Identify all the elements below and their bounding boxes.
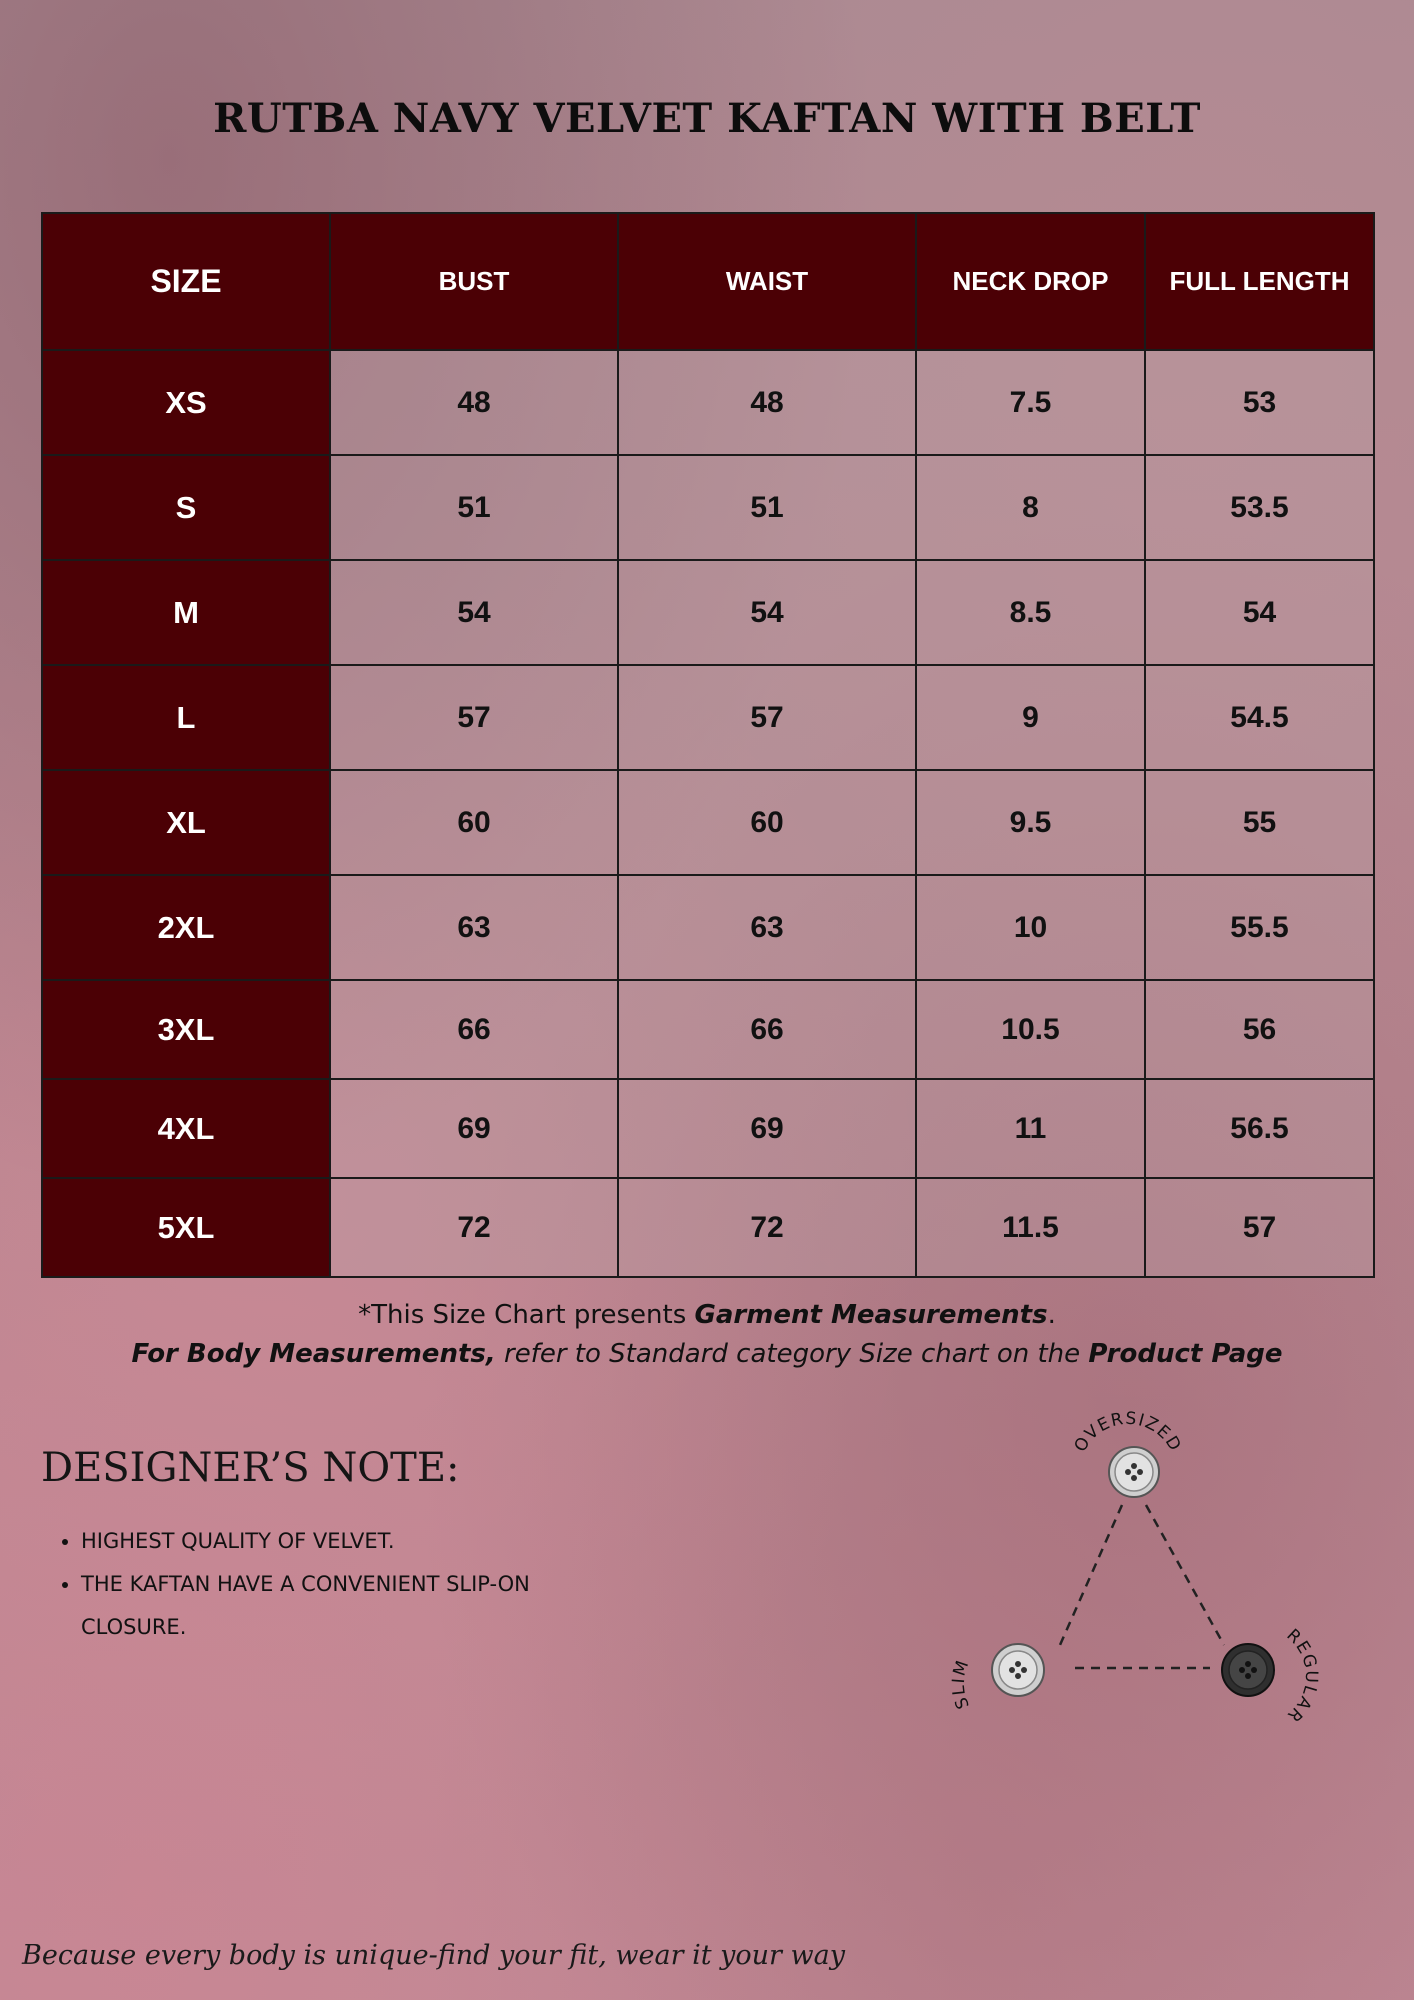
full-length-cell: 53 [1145,350,1374,455]
svg-text:SLIM [949,1657,974,1712]
header-size: SIZE [42,213,330,350]
garment-measurement-note [0,1300,1414,1330]
waist-cell: 72 [618,1178,916,1277]
neck-drop-cell: 11 [916,1079,1145,1178]
header-neck-drop: NECK DROP [916,213,1145,350]
designer-note-list [41,1520,561,1649]
note-line1-prefix: *This Size Chart presents [358,1300,695,1330]
button-regular-icon [1222,1644,1274,1696]
full-length-cell: 56.5 [1145,1079,1374,1178]
neck-drop-cell: 9 [916,665,1145,770]
full-length-cell: 56 [1145,980,1374,1079]
table-header-row [42,213,1374,350]
page-title: RUTBA NAVY VELVET KAFTAN WITH BELT [213,95,1201,142]
size-cell: 5XL [42,1178,330,1277]
waist-cell: 54 [618,560,916,665]
label-oversized: OVERSIZED [1070,1408,1186,1456]
table-row [42,455,1374,560]
waist-cell: 63 [618,875,916,980]
size-cell: XS [42,350,330,455]
svg-text:REGULAR [1282,1625,1321,1726]
full-length-cell: 54 [1145,560,1374,665]
label-regular: REGULAR [1282,1625,1322,1727]
size-cell: L [42,665,330,770]
note-line1-suffix: . [1047,1300,1056,1330]
fit-diagram [940,1400,1340,1740]
waist-cell: 60 [618,770,916,875]
body-measurement-note [0,1339,1414,1369]
bust-cell: 57 [330,665,618,770]
full-length-cell: 57 [1145,1178,1374,1277]
bust-cell: 69 [330,1079,618,1178]
bust-cell: 72 [330,1178,618,1277]
list-item: • THE KAFTAN HAVE A CONVENIENT SLIP-ON CLOSURE. [81,1563,561,1649]
bust-cell: 48 [330,350,618,455]
size-chart-table [41,212,1375,1278]
table-row [42,1079,1374,1178]
line-oversized-slim [1060,1505,1122,1645]
size-cell: 2XL [42,875,330,980]
line-oversized-regular [1146,1505,1224,1645]
waist-cell: 66 [618,980,916,1079]
full-length-cell: 54.5 [1145,665,1374,770]
waist-cell: 48 [618,350,916,455]
full-length-cell: 55.5 [1145,875,1374,980]
bust-cell: 66 [330,980,618,1079]
size-cell: XL [42,770,330,875]
bust-cell: 51 [330,455,618,560]
table-row [42,770,1374,875]
list-item: • HIGHEST QUALITY OF VELVET. [81,1520,561,1563]
table-row [42,980,1374,1079]
waist-cell: 51 [618,455,916,560]
bust-cell: 54 [330,560,618,665]
table-row [42,665,1374,770]
neck-drop-cell: 9.5 [916,770,1145,875]
neck-drop-cell: 10 [916,875,1145,980]
table-row [42,875,1374,980]
note-line2-middle: refer to Standard category Size chart on the [495,1339,1089,1369]
size-cell: M [42,560,330,665]
header-bust: BUST [330,213,618,350]
button-oversized-icon [1109,1447,1159,1497]
label-slim: SLIM [948,1656,974,1712]
table-row [42,350,1374,455]
waist-cell: 57 [618,665,916,770]
table-row [42,560,1374,665]
neck-drop-cell: 11.5 [916,1178,1145,1277]
neck-drop-cell: 8.5 [916,560,1145,665]
size-cell: S [42,455,330,560]
product-page-text: Product Page [1088,1339,1283,1369]
size-cell: 3XL [42,980,330,1079]
bust-cell: 63 [330,875,618,980]
neck-drop-cell: 10.5 [916,980,1145,1079]
button-slim-icon [992,1644,1044,1696]
table-row [42,1178,1374,1277]
full-length-cell: 53.5 [1145,455,1374,560]
neck-drop-cell: 8 [916,455,1145,560]
waist-cell: 69 [618,1079,916,1178]
header-waist: WAIST [618,213,916,350]
size-cell: 4XL [42,1079,330,1178]
tagline: Because every body is unique-find your fit, wear it your way [22,1940,845,1971]
designer-note-heading: DESIGNER’S NOTE: [41,1445,460,1491]
neck-drop-cell: 7.5 [916,350,1145,455]
note-line2-bold: For Body Measurements, [131,1339,496,1369]
bust-cell: 60 [330,770,618,875]
fit-diagram-lines [1060,1505,1224,1668]
note-line1-bold: Garment Measurements [694,1300,1048,1330]
header-full-length: FULL LENGTH [1145,213,1374,350]
full-length-cell: 55 [1145,770,1374,875]
